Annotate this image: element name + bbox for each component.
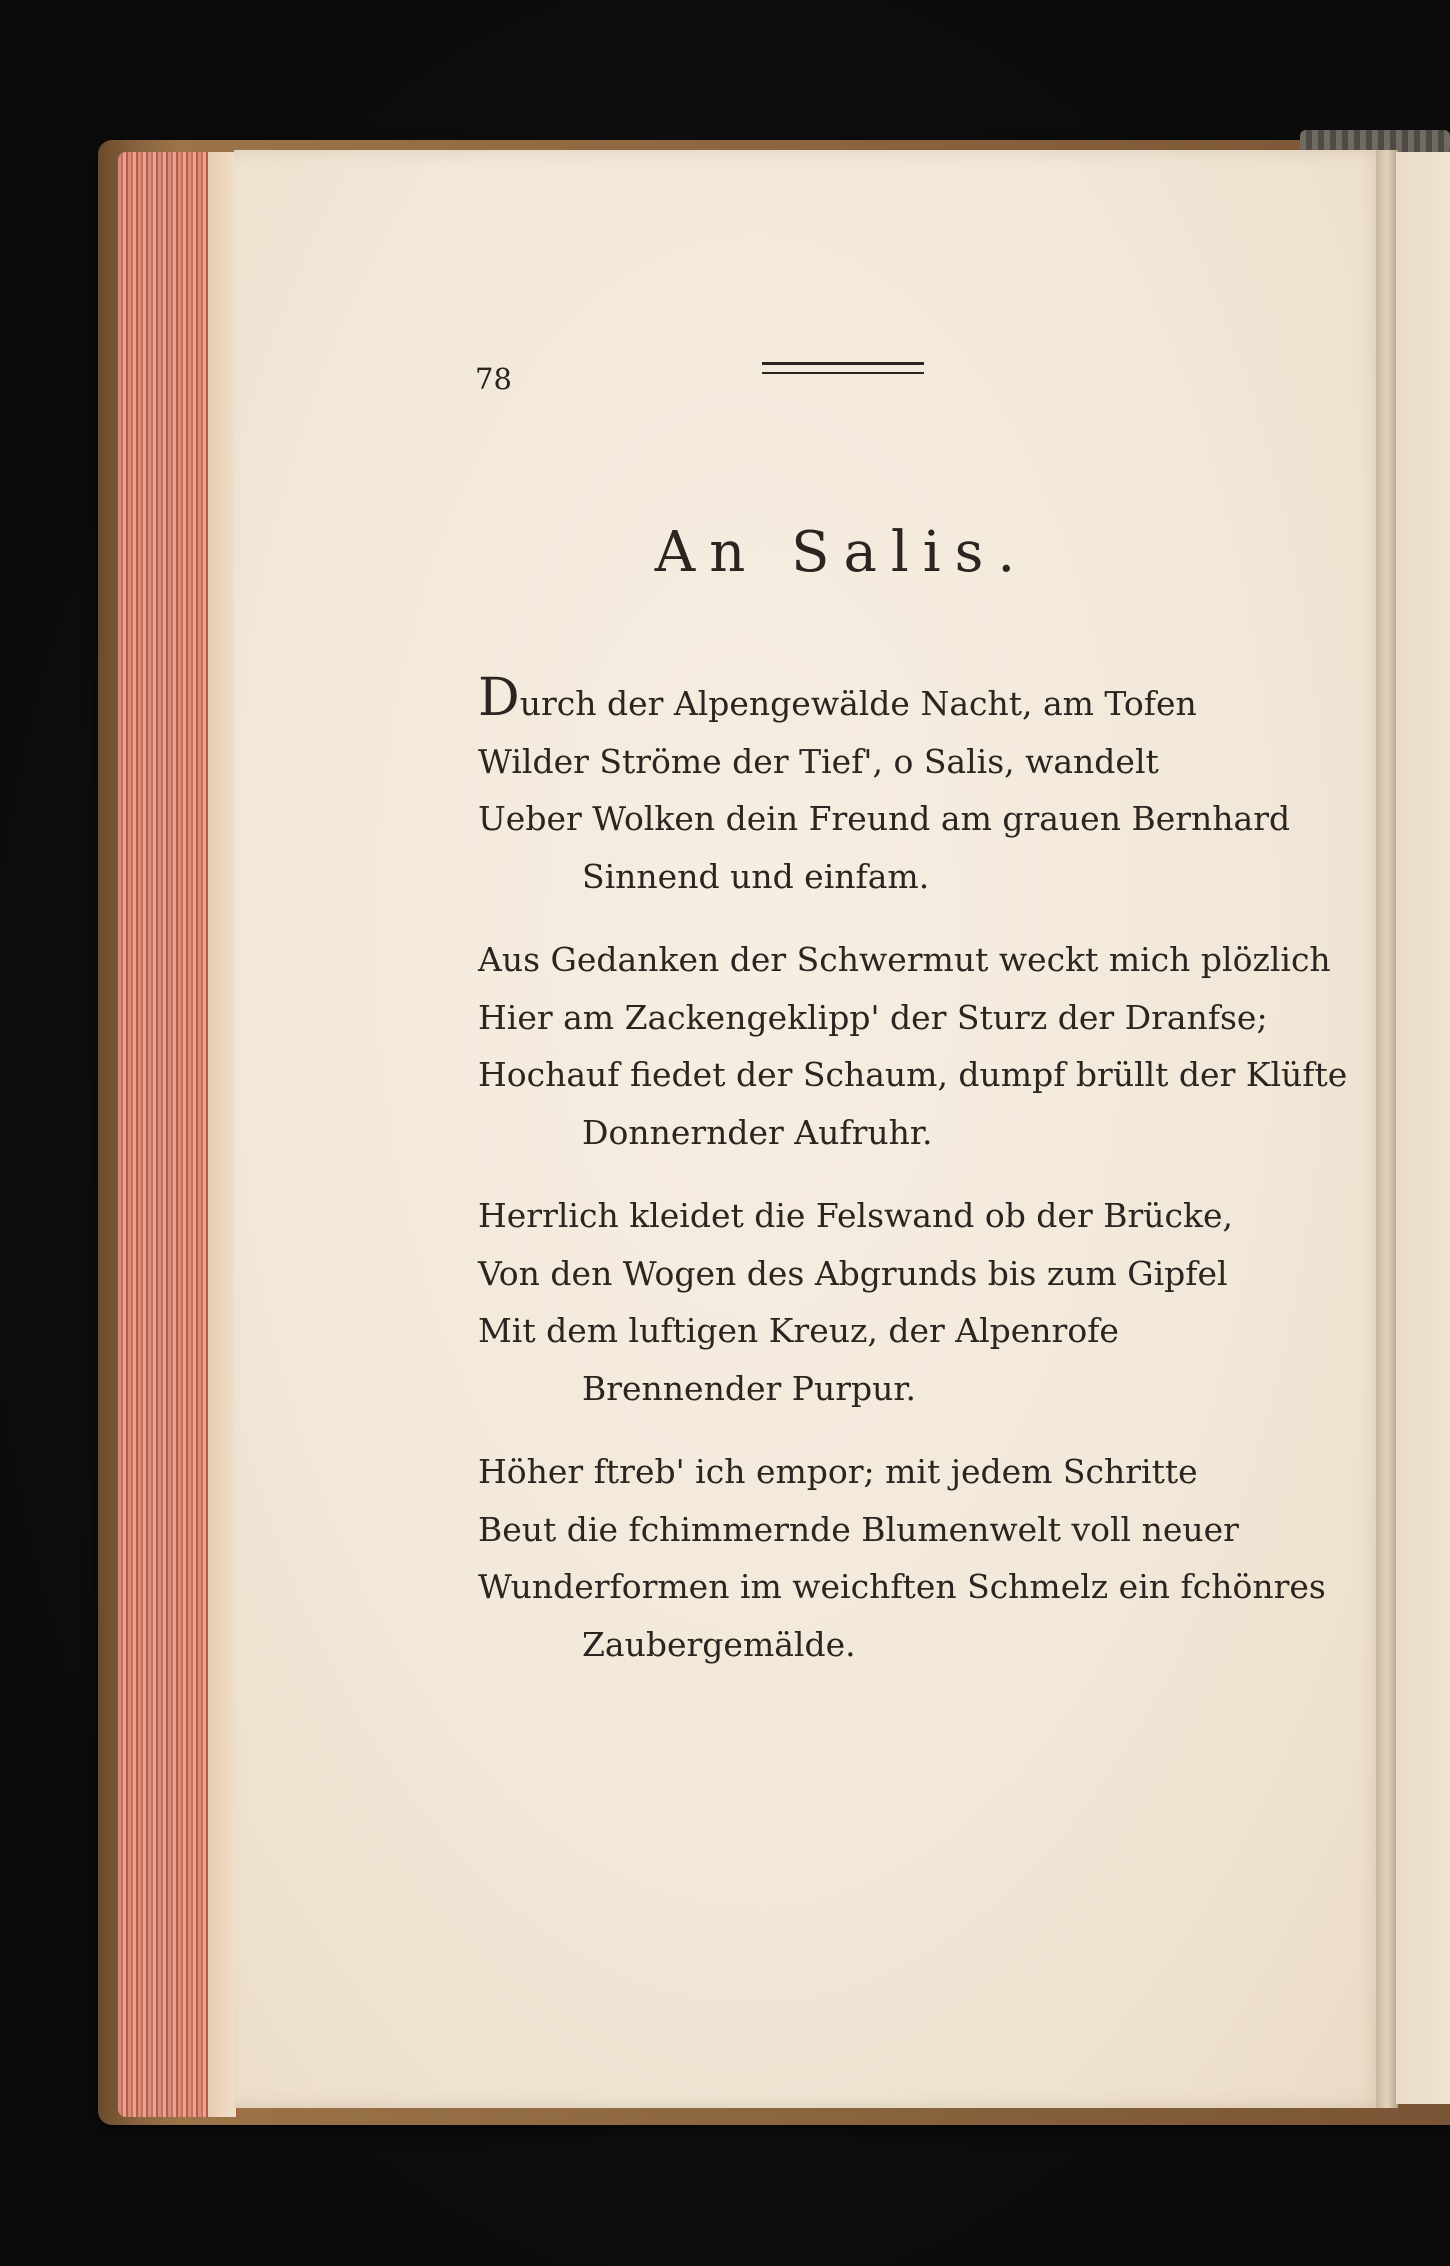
facing-page-edge xyxy=(1396,152,1450,2104)
poem-line: Hier am Zackengeklipp' der Sturz der Dranfse; xyxy=(478,997,1268,1037)
poem-line: Wilder Ströme der Tief', o Salis, wandelt xyxy=(478,741,1159,781)
stanza-2 xyxy=(478,931,1347,1161)
stanza-4 xyxy=(478,1443,1326,1673)
book-spine-edge xyxy=(1300,130,1450,152)
stanza-1 xyxy=(478,668,1291,905)
poem-line-indented: Zaubergemälde. xyxy=(582,1624,856,1664)
poem-line-indented: Brennender Purpur. xyxy=(582,1368,917,1408)
header-rule-thin xyxy=(762,372,924,374)
stanza-3 xyxy=(478,1187,1233,1417)
poem-line: Durch der Alpengewälde Nacht, am Tofen xyxy=(478,668,1197,728)
page-number: 78 xyxy=(475,362,512,396)
book-gutter xyxy=(1376,150,1398,2108)
poem-line: Aus Gedanken der Schwermut weckt mich plözlich xyxy=(478,940,1331,979)
poem-title: An Salis. xyxy=(654,520,1030,585)
page-edge-inner xyxy=(208,152,236,2117)
poem-line: Ueber Wolken dein Freund am grauen Bernhard xyxy=(478,799,1291,838)
poem-line: Herrlich kleidet die Felswand ob der Brücke, xyxy=(478,1196,1234,1235)
poem-line: Von den Wogen des Abgrunds bis zum Gipfel xyxy=(478,1253,1228,1293)
poem-line-indented: Donnernder Aufruhr. xyxy=(582,1112,933,1152)
drop-cap: D xyxy=(478,668,520,728)
poem-line: Wunderformen im weichften Schmelz ein fchönres xyxy=(478,1567,1326,1606)
poem-line: Beut die fchimmernde Blumenwelt voll neuer xyxy=(478,1509,1239,1549)
poem-line: Höher ftreb' ich empor; mit jedem Schritte xyxy=(478,1452,1198,1491)
poem-line-indented: Sinnend und einfam. xyxy=(582,856,930,896)
poem-line: Mit dem luftigen Kreuz, der Alpenrofe xyxy=(478,1311,1119,1350)
header-rule xyxy=(762,362,924,365)
poem-line: Hochauf fiedet der Schaum, dumpf brüllt der Klüfte xyxy=(478,1055,1348,1094)
